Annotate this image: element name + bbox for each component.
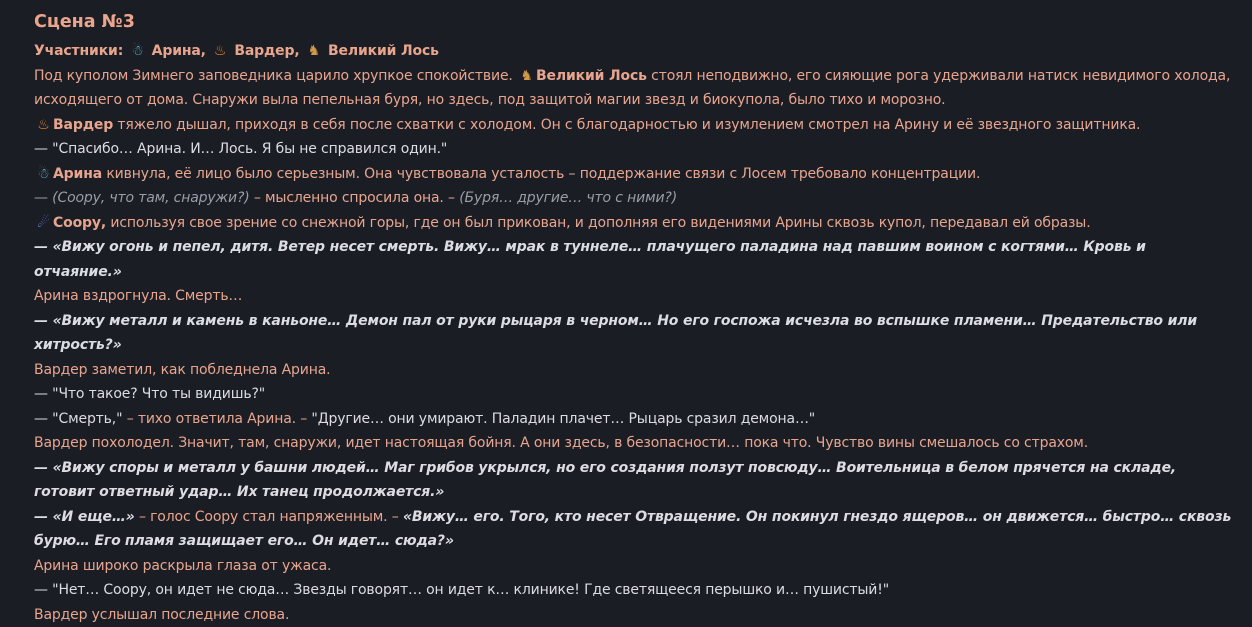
p2-text: тяжело дышал, приходя в себя после схватки с холодом. Он с благодарностью и изумлением смотрел на Арину и её звездного защитника. [117, 117, 1140, 133]
participant-arina: Арина, [152, 43, 206, 59]
scene-title: Сцена №3 [34, 10, 1232, 34]
p1-text-b: стоял неподвижно, его сияющие рога удерживали натиск невидимого [651, 68, 1170, 84]
p1-text-c: холода, исходящего от дома. Снаружи выла пепельная буря, но здесь, под защитой магии звезд и биокупола, было тихо и морозно. [34, 68, 1230, 109]
paragraph-5 [34, 186, 1232, 211]
mage-icon: ☃ [128, 39, 147, 64]
p4-name: Арина [53, 166, 102, 182]
paragraph-11: — "Что такое? Что ты видишь?" [34, 382, 1232, 407]
paragraph-4 [34, 162, 1232, 187]
paragraph-18: Вардер услышал последние слова. [34, 603, 1232, 627]
paragraph-15 [34, 505, 1232, 554]
paragraph-7: — «Вижу огонь и пепел, дитя. Ветер несет смерть. Вижу… мрак в туннеле… плачущего паладина над павшим воином с когтями… Кровь и отчаяние.» [34, 235, 1232, 284]
participants-label: Участники: [34, 43, 123, 59]
moose-icon: ♞ [304, 39, 323, 64]
p14-text-a: — «Вижу споры и металл у башни людей… Маг грибов укрылся, но его создания ползут повсюду… Воительница в белом прячется на складе, готовит ответный [34, 460, 1176, 501]
fire-icon: ♨ [34, 113, 53, 138]
p6-text: используя свое зрение со снежной горы, где он был прикован, и дополняя его видениями Арины сквозь купол, передавал ей образы. [110, 215, 1090, 231]
p2-name: Вардер [53, 117, 113, 133]
paragraph-17: — "Нет… Соору, он идет не сюда… Звезды говорят… он идет к… клинике! Где светящееся перышко и… пушистый!" [34, 578, 1232, 603]
paragraph-13: Вардер похолодел. Значит, там, снаружи, идет настоящая бойня. А они здесь, в безопасности… пока что. Чувство вины смешалось со страхом. [34, 431, 1232, 456]
participants-line [34, 39, 1232, 64]
p1-text-a: Под куполом Зимнего заповедника царило хрупкое спокойствие. [34, 68, 513, 84]
mage-icon: ☃ [34, 162, 53, 187]
participant-moose: Великий Лось [328, 43, 439, 59]
paragraph-14 [34, 456, 1232, 505]
p6-name: Соору, [53, 215, 106, 231]
p15-speech-a: — «И еще…» [34, 509, 135, 525]
paragraph-16: Арина широко раскрыла глаза от ужаса. [34, 554, 1232, 579]
paragraph-3: — "Спасибо… Арина. И… Лось. Я бы не справился один." [34, 137, 1232, 162]
participant-varder: Вардер, [234, 43, 299, 59]
p5-thought-a: — (Соору, что там, снаружи?) [34, 190, 250, 206]
p12-speech-b: "Другие… они умирают. Паладин плачет… Рыцарь сразил демона…" [311, 411, 815, 427]
fire-icon: ♨ [211, 39, 230, 64]
p5-thought-b: (Буря… другие… что с ними?) [459, 190, 677, 206]
p1-name: Великий Лось [536, 68, 647, 84]
p14-text-b: удар… Их танец продолжается.» [179, 484, 444, 500]
paragraph-12 [34, 407, 1232, 432]
p4-text: кивнула, её лицо было серьезным. Она чувствовала усталость – поддержание связи с Лосем требовало концентрации. [106, 166, 980, 182]
paragraph-2 [34, 113, 1232, 138]
paragraph-9: — «Вижу металл и камень в каньоне… Демон пал от руки рыцаря в черном… Но его госпожа исчезла во вспышке пламени… Предательство или хитрость?» [34, 309, 1232, 358]
p12-speech-a: — "Смерть," [34, 411, 122, 427]
p15-text: – голос Соору стал напряженным. – [139, 509, 399, 525]
paragraph-8: Арина вздрогнула. Смерть… [34, 284, 1232, 309]
moose-icon: ♞ [517, 64, 536, 89]
p12-text: – тихо ответила Арина. – [127, 411, 307, 427]
comet-icon: ☄ [34, 211, 53, 236]
paragraph-6 [34, 211, 1232, 236]
paragraph-10: Вардер заметил, как побледнела Арина. [34, 358, 1232, 383]
p5-text: – мысленно спросила она. – [254, 190, 455, 206]
p15-speech-c: пламя защищает его… Он идет… сюда?» [125, 533, 454, 549]
paragraph-1 [34, 64, 1232, 113]
p15-speech-b: «Вижу… его. Того, кто несет Отвращение. Он покинул гнездо ящеров… он движется… быстро… сквозь бурю… Его [34, 509, 1231, 550]
